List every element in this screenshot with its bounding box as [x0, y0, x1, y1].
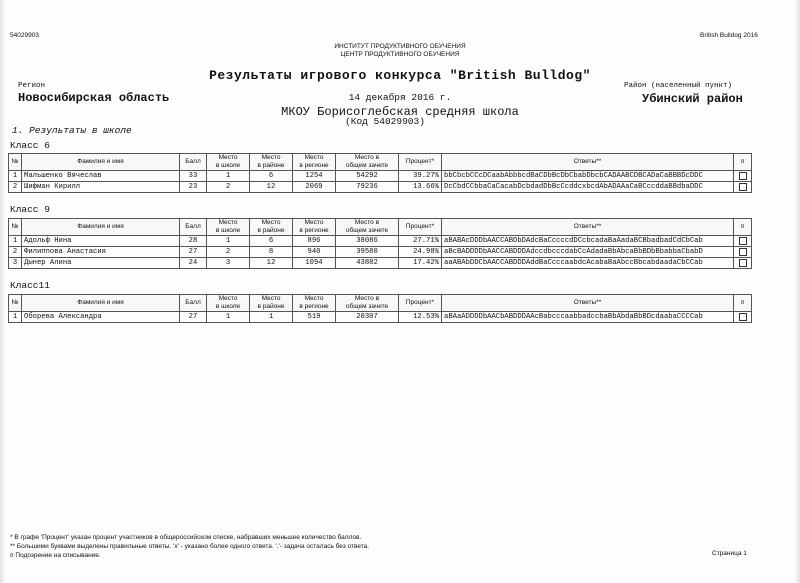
- table-cell: [734, 236, 752, 247]
- table-cell: 2: [207, 247, 250, 258]
- column-header-line: Место в: [354, 295, 380, 302]
- district-label: Район (населенный пункт): [624, 82, 733, 90]
- column-header: [336, 219, 399, 236]
- table-cell: Адольф Нина: [22, 236, 180, 247]
- table-cell: 12.53%: [399, 312, 442, 323]
- page-number: Страница 1: [712, 550, 747, 557]
- table-cell: 940: [293, 247, 336, 258]
- table-row: [9, 236, 752, 247]
- col-score: Балл: [180, 154, 207, 171]
- table-cell: 24: [180, 258, 207, 269]
- table-cell: 39580: [336, 247, 399, 258]
- table-cell: 1094: [293, 258, 336, 269]
- column-header-line: Место: [304, 219, 324, 226]
- table-cell: 23: [180, 182, 207, 193]
- page-right-edge: [794, 0, 800, 583]
- column-header: [250, 295, 293, 312]
- table-cell: 2: [9, 182, 22, 193]
- table-cell: 1: [207, 171, 250, 182]
- column-header: Ответы**: [442, 295, 734, 312]
- table-cell: 3: [207, 258, 250, 269]
- section-title: 1. Результаты в школе: [12, 125, 132, 136]
- column-header-line: Место: [261, 295, 281, 302]
- table-cell: [734, 258, 752, 269]
- page-left-edge: [0, 0, 6, 583]
- table-row: [9, 258, 752, 269]
- column-header-line: Место: [304, 154, 324, 161]
- column-header-line: в школе: [215, 227, 241, 234]
- table-cell: DcCbdCCbbaCaCacabDcbdadDbBcCcddcxbcdAbADAAaCaBCccddaBBdbaDDC: [442, 182, 734, 193]
- table-cell: 28: [180, 236, 207, 247]
- table-cell: [734, 171, 752, 182]
- column-header-line: в регионе: [299, 303, 329, 310]
- table-cell: 1254: [293, 171, 336, 182]
- region-label: Регион: [18, 82, 46, 90]
- column-header: Ответы**: [442, 219, 734, 236]
- results-table-class-6: [8, 153, 752, 193]
- doc-brand: British Bulldog 2016: [700, 32, 758, 39]
- table-cell: Шифман Кирилл: [22, 182, 180, 193]
- table-cell: aBcBADDDDbAACCABDDDAdccdbcccdabCcAdadaBbAbcaBbBDbBbabbaCbabD: [442, 247, 734, 258]
- table-cell: 1: [9, 236, 22, 247]
- column-header-line: в школе: [215, 303, 241, 310]
- column-header-line: Место: [304, 295, 324, 302]
- column-header-line: в районе: [257, 303, 285, 310]
- column-header-line: общем зачете: [345, 303, 389, 310]
- col-school-place: [207, 154, 250, 171]
- table-cell: aBABAcDDDbAACCABDbDAdcBaCccccdDCcbcadaBaAadaBCBbadbadCdCbCab: [442, 236, 734, 247]
- suspicion-checkbox: [739, 172, 747, 180]
- column-header: ¤: [734, 295, 752, 312]
- col-name: Фамилия и имя: [22, 154, 180, 171]
- table-cell: 79236: [336, 182, 399, 193]
- footnote-percent: * В графе 'Процент' указан процент участников в общероссийском списке, набравших меньшее количество баллов.: [10, 534, 362, 541]
- footnote-answers: ** Большими буквами выделены правильные ответы. 'x' - указано более одного ответа. '.'- задача осталась без ответа.: [10, 543, 370, 550]
- table-cell: 12: [250, 258, 293, 269]
- institute-line-1: ИНСТИТУТ ПРОДУКТИВНОГО ОБУЧЕНИЯ: [334, 43, 466, 50]
- table-cell: 3: [9, 258, 22, 269]
- col-flag: ¤: [734, 154, 752, 171]
- table-cell: 2: [9, 247, 22, 258]
- suspicion-checkbox: [739, 259, 747, 267]
- col-num: №: [9, 154, 22, 171]
- table-row: [9, 182, 752, 193]
- institute-line-2: ЦЕНТР ПРОДУКТИВНОГО ОБУЧЕНИЯ: [340, 51, 460, 58]
- col-overall-place: [336, 154, 399, 171]
- column-header: ¤: [734, 219, 752, 236]
- table-cell: Мальшенко Вячеслав: [22, 171, 180, 182]
- column-header: [293, 295, 336, 312]
- table-row: [9, 247, 752, 258]
- table-cell: 1: [207, 236, 250, 247]
- table-row: [9, 312, 752, 323]
- column-header-line: Место в: [354, 219, 380, 226]
- table-cell: 519: [293, 312, 336, 323]
- column-header: [207, 295, 250, 312]
- table-row: [9, 171, 752, 182]
- table-cell: 1: [9, 312, 22, 323]
- table-cell: 39.27%: [399, 171, 442, 182]
- table-cell: 27: [180, 247, 207, 258]
- table-cell: [734, 312, 752, 323]
- report-date: 14 декабря 2016 г.: [348, 92, 452, 103]
- table-cell: 27: [180, 312, 207, 323]
- table-cell: 13.66%: [399, 182, 442, 193]
- table-cell: 1: [250, 312, 293, 323]
- table-cell: 12: [250, 182, 293, 193]
- table-cell: Оборева Александра: [22, 312, 180, 323]
- table-cell: 2069: [293, 182, 336, 193]
- column-header-line: в районе: [257, 162, 285, 169]
- school-code: (Код 54029903): [345, 116, 425, 127]
- doc-code: 54029903: [10, 32, 39, 39]
- column-header: [336, 295, 399, 312]
- suspicion-checkbox: [739, 183, 747, 191]
- column-header: №: [9, 295, 22, 312]
- table-cell: 6: [250, 236, 293, 247]
- column-header: [207, 219, 250, 236]
- school-name: МКОУ Борисоглебская средняя школа: [281, 105, 519, 119]
- table-cell: 20307: [336, 312, 399, 323]
- column-header-line: Место в: [354, 154, 380, 161]
- suspicion-checkbox: [739, 313, 747, 321]
- column-header: Балл: [180, 295, 207, 312]
- col-percent: Процент*: [399, 154, 442, 171]
- district-value: Убинский район: [642, 92, 743, 106]
- table-cell: [734, 182, 752, 193]
- column-header-line: Место: [261, 219, 281, 226]
- col-answers: Ответы**: [442, 154, 734, 171]
- table-cell: 38086: [336, 236, 399, 247]
- table-cell: Дынер Алина: [22, 258, 180, 269]
- class-label: Класс 9: [10, 204, 50, 215]
- table-cell: 33: [180, 171, 207, 182]
- table-cell: 24.98%: [399, 247, 442, 258]
- column-header-line: в школе: [215, 162, 241, 169]
- table-cell: aBAaADDDDbAACbABDDDAAcBabcccaabbadccbaBbAbdaBbBDcdaabaCCCCab: [442, 312, 734, 323]
- table-cell: bbCbcbCCcDCaabAbbbcdBaCDbBcDbCbabDbcbCADAABCDBCADaCaBBBDcDDC: [442, 171, 734, 182]
- region-value: Новосибирская область: [18, 91, 170, 105]
- column-header-line: в регионе: [299, 227, 329, 234]
- col-region-place: [293, 154, 336, 171]
- col-district-place: [250, 154, 293, 171]
- column-header-line: общем зачете: [345, 227, 389, 234]
- column-header-line: Место: [261, 154, 281, 161]
- column-header: [250, 219, 293, 236]
- table-cell: 1: [207, 312, 250, 323]
- column-header-line: общем зачете: [345, 162, 389, 169]
- table-cell: 54292: [336, 171, 399, 182]
- table-cell: aaABAbDDCbAACCABDDDAddBaCcccaabdcAcabaBaAbccBbcabdaadaCbCCab: [442, 258, 734, 269]
- results-table-class-11: [8, 294, 752, 323]
- column-header-line: Место: [218, 219, 238, 226]
- footnote-suspicion: ¤ Подозрение на списывание.: [10, 552, 101, 559]
- page-title: Результаты игрового конкурса "British Bulldog": [209, 68, 591, 83]
- column-header: Процент*: [399, 295, 442, 312]
- table-cell: 1: [9, 171, 22, 182]
- table-cell: 6: [250, 171, 293, 182]
- column-header-line: в регионе: [299, 162, 329, 169]
- column-header-line: Место: [218, 154, 238, 161]
- column-header-line: Место: [218, 295, 238, 302]
- suspicion-checkbox: [739, 237, 747, 245]
- table-cell: 27.71%: [399, 236, 442, 247]
- column-header: Фамилия и имя: [22, 295, 180, 312]
- table-cell: Филиппова Анастасия: [22, 247, 180, 258]
- results-table-class-9: [8, 218, 752, 269]
- class-label: Класс 6: [10, 140, 50, 151]
- column-header: [293, 219, 336, 236]
- table-cell: 2: [207, 182, 250, 193]
- table-cell: 8: [250, 247, 293, 258]
- table-cell: 43882: [336, 258, 399, 269]
- column-header: Балл: [180, 219, 207, 236]
- class-label: Класс11: [10, 280, 50, 291]
- table-cell: 17.42%: [399, 258, 442, 269]
- column-header: Фамилия и имя: [22, 219, 180, 236]
- column-header: №: [9, 219, 22, 236]
- column-header-line: в районе: [257, 227, 285, 234]
- table-cell: [734, 247, 752, 258]
- suspicion-checkbox: [739, 248, 747, 256]
- column-header: Процент*: [399, 219, 442, 236]
- table-cell: 896: [293, 236, 336, 247]
